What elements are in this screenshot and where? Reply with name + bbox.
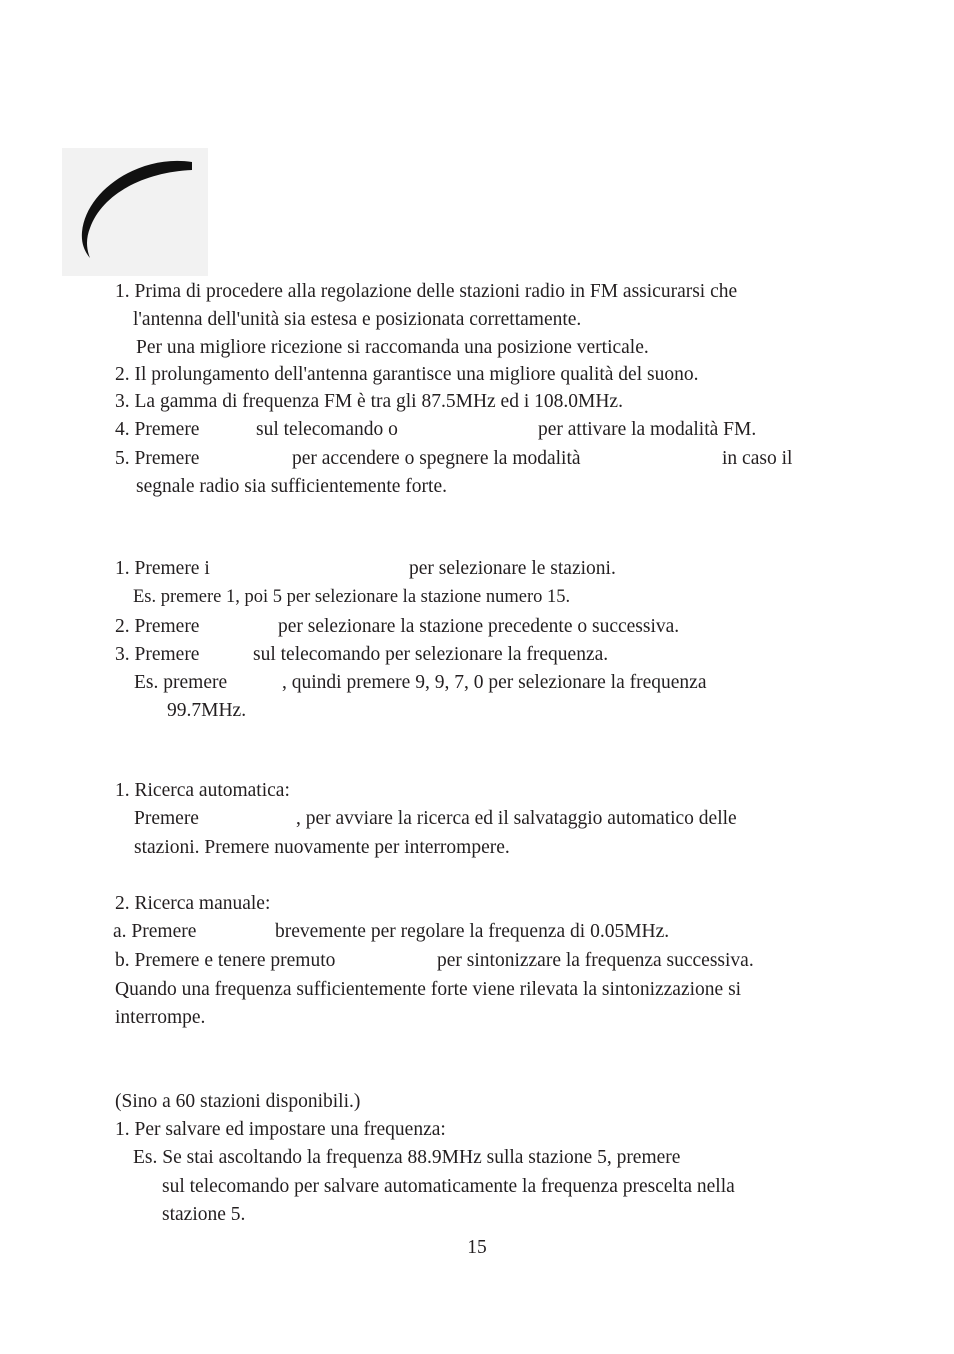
select-item3-part-a: 3. Premere [115,644,200,665]
search-manual-b-part-a: b. Premere e tenere premuto [115,950,336,971]
fm-item4-part-a: 4. Premere [115,419,200,440]
select-item3-example-part-b: , quindi premere 9, 9, 7, 0 per selezionare la frequenza [282,672,707,693]
crescent-arc-icon [62,148,208,276]
memory-example-line-2: sul telecomando per salvare automaticamente la frequenza prescelta nella [162,1176,735,1197]
fm-item4-part-b: sul telecomando o [256,419,398,440]
fm-item4-part-c: per attivare la modalità FM. [538,419,757,440]
fm-line-5: 3. La gamma di frequenza FM è tra gli 87.5MHz ed i 108.0MHz. [115,391,623,412]
page-number: 15 [467,1237,487,1258]
select-item3-part-b: sul telecomando per selezionare la frequenza. [253,644,609,665]
select-item2-part-b: per selezionare la stazione precedente o successiva. [278,616,680,637]
search-manual-note-1: Quando una frequenza sufficientemente forte viene rilevata la sintonizzazione si [115,979,742,1000]
fm-item5-cont: segnale radio sia sufficientemente forte. [136,476,447,497]
search-manual-b-part-b: per sintonizzare la frequenza successiva. [437,950,754,971]
search-auto-line1-part-a: Premere [134,808,199,829]
fm-item5-part-b: per accendere o spegnere la modalità [292,448,581,469]
select-item1-part-b: per selezionare le stazioni. [409,558,616,579]
search-manual-title: 2. Ricerca manuale: [115,893,271,914]
select-item3-example-part-a: Es. premere [134,672,228,693]
fm-line-4: 2. Il prolungamento dell'antenna garantisce una migliore qualità del suono. [115,364,699,385]
select-item1-part-a: 1. Premere i [115,558,210,579]
fm-item5-part-c: in caso il [722,448,793,469]
fm-line-3: Per una migliore ricezione si raccomanda una posizione verticale. [136,337,649,358]
fm-line-1: 1. Prima di procedere alla regolazione delle stazioni radio in FM assicurarsi che [115,281,738,302]
search-manual-a-part-b: brevemente per regolare la frequenza di 0.05MHz. [275,921,670,942]
fm-line-2: l'antenna dell'unità sia estesa e posizionata correttamente. [133,309,582,330]
memory-example-line-1: Es. Se stai ascoltando la frequenza 88.9MHz sulla stazione 5, premere [133,1147,681,1168]
search-auto-title: 1. Ricerca automatica: [115,780,290,801]
search-auto-line1-part-b: , per avviare la ricerca ed il salvataggio automatico delle [296,808,737,829]
search-manual-a-part-a: a. Premere [113,921,197,942]
fm-item5-part-a: 5. Premere [115,448,200,469]
search-auto-line2: stazioni. Premere nuovamente per interrompere. [134,837,510,858]
chapter-logo [62,148,208,276]
select-item3-example-cont: 99.7MHz. [167,700,247,721]
memory-item1-title: 1. Per salvare ed impostare una frequenza: [115,1119,446,1140]
select-item2-part-a: 2. Premere [115,616,200,637]
memory-example-line-3: stazione 5. [162,1204,246,1225]
search-manual-note-2: interrompe. [115,1007,206,1028]
memory-note: (Sino a 60 stazioni disponibili.) [115,1091,361,1112]
select-item1-example: Es. premere 1, poi 5 per selezionare la stazione numero 15. [133,587,571,607]
